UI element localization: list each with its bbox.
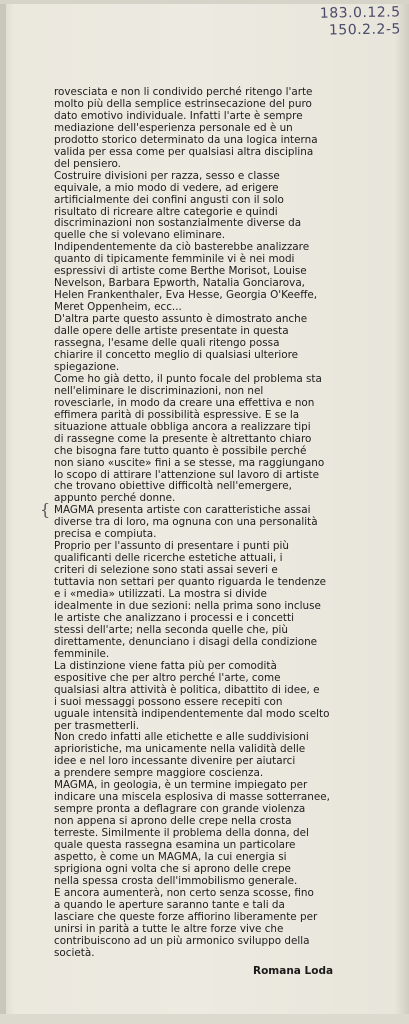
handwritten-catalog-numbers xyxy=(320,4,401,39)
paragraph: rovesciata e non li condivido perché ritengo l'arte molto più della semplice estrinsecazione del puro dato emotivo individuale. Infatti l'arte è sempre mediazione dell'esperienza personale ed è un prodotto storico determinato da una logica interna valida per essa come per qualsiasi altra disciplina del pensiero. xyxy=(54,86,318,170)
margin-pencil-mark: { xyxy=(40,500,51,519)
paragraph: MAGMA presenta artiste con caratteristiche assai diverse tra di loro, ma ognuna con una personalità precisa e compiuta. xyxy=(54,504,318,541)
paragraph: Non credo infatti alle etichette e alle suddivisioni aprioristiche, ma unicamente nella validità delle idee e nel loro incessante divenire per aiutarci a prendere sempre maggiore coscienza. xyxy=(54,731,309,780)
paragraph: Proprio per l'assunto di presentare i punti più qualificanti delle ricerche estetiche attuali, i criteri di selezione sono stati assai severi e tuttavia non settari per quanto riguarda le tendenze e i «media» utilizzati. La mostra si divide idealmente in due sezioni: nella prima sono incluse le artiste che analizzano i processi e i concetti stessi dell'arte; nella seconda quelle che, più direttamente, denunciano i disagi della condizione femminile. xyxy=(54,540,327,660)
paragraph: D'altra parte questo assunto è dimostrato anche dalle opere delle artiste presentate in questa rassegna, l'esame delle quali ritengo possa chiarire il concetto meglio di qualsiasi ulteriore spiegazione. xyxy=(54,313,308,373)
paragraph: La distinzione viene fatta più per comodità espositive che per altro perché l'arte, come qualsiasi altra attività è politica, dibattito di idee, e i suoi messaggi possono essere recepiti con uguale intensità indipendentemente dal modo scelto per trasmetterli. xyxy=(54,659,330,732)
paragraph: MAGMA, in geologia, è un termine impiegato per indicare una miscela esplosiva di masse sotterranee, sempre pronta a deflagrare con grande violenza non appena si aprono delle crepe nella crosta terreste. Similmente il problema della donna, del quale questa rassegna esamina un particolare aspetto, è come un MAGMA, la cui energia si sprigiona ogni volta che si aprono delle crepe nella spessa crosta dell'immobilismo generale. xyxy=(54,779,330,887)
page-top-edge xyxy=(0,0,409,4)
paragraph: E ancora aumenterà, non certo senza scosse, fino a quando le aperture saranno tante e tali da lasciare che queste forze affiorino liberamente per unirsi in parità a tutte le altre forze vive che contribuiscono ad un più armonico sviluppo della società. xyxy=(54,886,318,959)
catalog-number-2: 150.2.2-5 xyxy=(329,21,402,39)
paragraph: Come ho già detto, il punto focale del problema sta nell'eliminare le discriminazioni, non nel rovesciarle, in modo da creare una effettiva e non effimera parità di possibilità espressive. E se la situazione attuale obbliga ancora a realizzare tipi di rassegne come la presente è altrettanto chiaro che bisogna fare tutto quanto è possibile perché non siano «uscite» fini a se stesse, ma raggiungano lo scopo di attirare l'attenzione sul lavoro di artiste che trovano obiettive difficoltà nell'emergere, appunto perché donne. xyxy=(54,372,325,505)
paragraph: Costruire divisioni per razza, sesso e classe equivale, a mio modo di vedere, ad erigere artificialmente dei confini angusti con il solo risultato di ricreare altre categorie e quindi discriminazioni non sostanzialmente diverse da quelle che si volevano eliminare. xyxy=(54,169,302,242)
author-signature: Romana Loda xyxy=(253,965,334,977)
page-bottom-fold xyxy=(0,1014,409,1024)
paragraph: Indipendentemente da ciò basterebbe analizzare quanto di tipicamente femminile vi è nei modi espressivi di artiste come Berthe Morisot, Louise Nevelson, Barbara Epworth, Natalia Gonciarova, Helen Frankenthaler, Eva Hesse, Georgia O'Keeffe, Meret Oppenheim, ecc... xyxy=(54,241,318,314)
article-body xyxy=(54,87,394,960)
catalog-number-1: 183.0.12.5 xyxy=(320,4,401,22)
page-left-edge xyxy=(0,0,6,1024)
